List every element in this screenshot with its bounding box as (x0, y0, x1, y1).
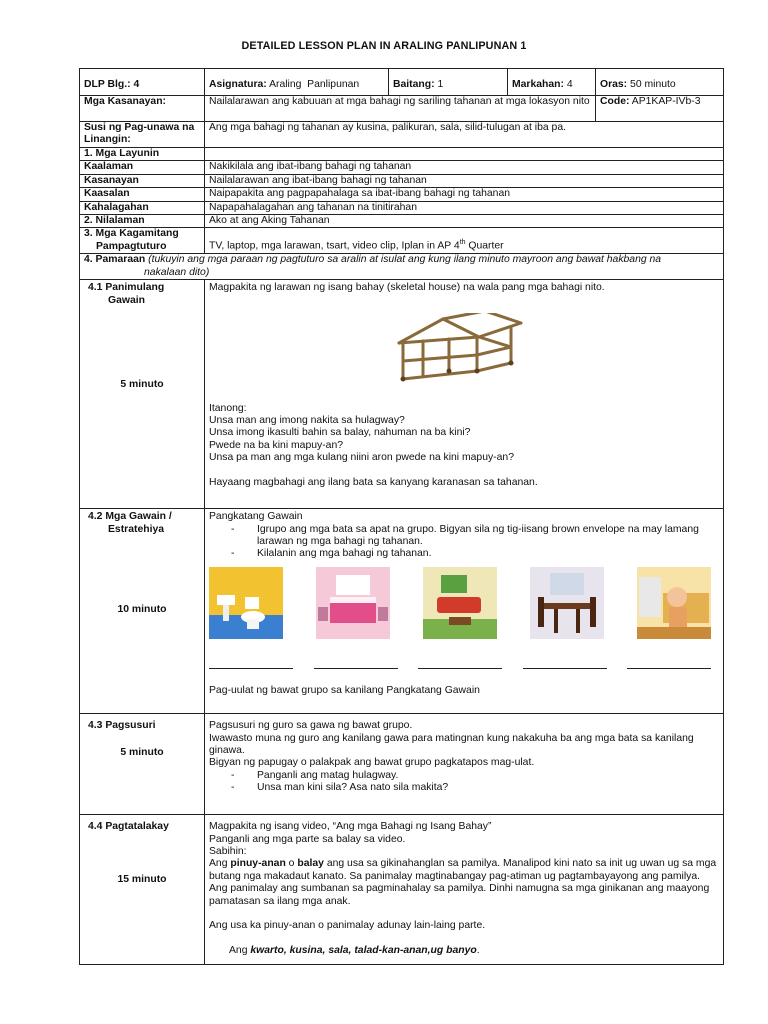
bedroom-image (316, 567, 390, 639)
s41-intro: Magpakita ng larawan ng isang bahay (skeletal house) na wala pang mga bahagi nito. (209, 282, 605, 294)
lesson-plan-table (79, 68, 724, 965)
s42-heading: Pangkatang Gawain (209, 511, 303, 523)
kagamitan-row (80, 228, 724, 254)
answer-blank (523, 667, 607, 669)
code-value: AP1KAP-IVb-3 (631, 96, 701, 107)
baitang-value: 1 (437, 79, 444, 90)
kaalaman-value: Nakikilala ang ibat-ibang bahagi ng tahanan (205, 161, 724, 174)
s43-time: 5 minuto (120, 746, 164, 758)
s43-label: 4.3 Pagsusuri (88, 720, 156, 732)
s44-line-2: Panganli ang mga parte sa balay sa video. (209, 833, 406, 845)
s43-line-1: Pagsusuri ng guro sa gawa ng bawat grupo. (209, 720, 413, 732)
s41-itanong: Itanong: (209, 402, 247, 414)
kasanayan-value: Nailalarawan ang kabuuan at mga bahagi ng sariling tahanan at mga lokasyon nito (205, 96, 596, 122)
layunin-row (80, 174, 724, 187)
s41-time: 5 minuto (120, 379, 164, 391)
layunin-row (80, 188, 724, 201)
kagamitan-label-2: Pampagtuturo (96, 240, 167, 252)
answer-blank (209, 667, 293, 669)
kasanayan-row (80, 96, 724, 122)
pamaraan-label: 4. Pamaraan (84, 254, 146, 266)
s42-bullet-1: - Igrupo ang mga bata sa apat na grupo. Bigyan sila ng tig-iisang brown envelope na may lamang larawan ng mga bahagi ng tahanan. (231, 524, 719, 549)
answer-blank (418, 667, 502, 669)
s44-p-pinuy-anan: pinuy-anan (230, 858, 286, 870)
s43-line-3: Bigyan ng papugay o palakpak ang bawat grupo pagkatapos mag-ulat. (209, 757, 535, 769)
answer-blank (627, 667, 711, 669)
kasanayan-obj-value: Nailalarawan ang ibat-ibang bahagi ng tahanan (205, 174, 724, 187)
kaasalan-value: Naipapakita ang pagpapahalaga sa ibat-ibang bahagi ng tahanan (205, 188, 724, 201)
section-4-4-row (80, 815, 724, 965)
s41-question-2: Unsa imong ikasulti bahin sa balay, nahuman na ba kini? (209, 427, 471, 439)
s44-line-1: Magpakita ng isang video, “Ang mga Bahagi ng Isang Bahay” (209, 821, 492, 833)
markahan-label: Markahan: (512, 79, 564, 90)
s42-time: 10 minuto (117, 604, 167, 616)
pamaraan-row (80, 254, 724, 280)
kagamitan-sup: th (459, 239, 466, 247)
s44-p-rest: ang usa sa gikinahanglan sa pamilya. Manalipod kini nato sa init ug uwan ug sa mga butang nga makadaut kanato. Sa panimalay magtinabangay pag-atiman ug pagtambayayong ang pamilya. Ang panimalay ang sumbanan sa pagminahalay sa pamilya. Dinhi namugna sa mga ginikanan ang maayong pamatasan sa ilang mga anak. (209, 858, 717, 907)
answer-blanks (209, 667, 719, 669)
section-4-3-row (80, 714, 724, 815)
markahan-value: 4 (566, 79, 573, 90)
susi-row (80, 122, 724, 148)
s44-p-ang: Ang (209, 858, 231, 870)
s42-bullet-2: - Kilalanin ang mga bahagi ng tahanan. (231, 548, 719, 560)
baitang-label: Baitang: (393, 79, 435, 90)
s44-paragraph (209, 858, 719, 908)
bathroom-image (209, 567, 283, 639)
s41-label-2: Gawain (108, 294, 145, 306)
kasanayan-obj-label: Kasanayan (80, 174, 205, 187)
s44-line-5 (209, 945, 719, 957)
living-room-image (423, 567, 497, 639)
section-4-1-row (80, 280, 724, 509)
kitchen-image (637, 567, 711, 639)
layunin-row (80, 161, 724, 174)
kahalagahan-value: Napapahalagahan ang tahanan na tinitirahan (205, 201, 724, 214)
layunin-heading-row (80, 148, 724, 161)
s43-line-2: Iwawasto muna ng guro ang kanilang gawa para matingnan kung nakakuha ba ang mga bata sa kanilang ginawa. (209, 732, 694, 757)
s42-report: Pag-uulat ng bawat grupo sa kanilang Pangkatang Gawain (209, 684, 480, 696)
layunin-row (80, 201, 724, 214)
oras-value: 50 minuto (630, 79, 676, 90)
s43-bullet-1: - Panganli ang matag hulagway. (231, 770, 719, 782)
s41-label-1: 4.1 Panimulang (88, 282, 165, 294)
s43-bullet-2: - Unsa man kini sila? Asa nato sila makita? (231, 782, 719, 794)
kaasalan-label: Kaasalan (80, 188, 205, 201)
dlp-label: DLP Blg.: (84, 79, 131, 90)
kahalagahan-label: Kahalagahan (80, 201, 205, 214)
kagamitan-value: TV, laptop, mga larawan, tsart, video clip, Iplan in AP 4 (209, 240, 460, 252)
s44-p-balay: balay (297, 858, 324, 870)
asignatura-label: Asignatura: (209, 79, 267, 90)
kaalaman-label: Kaalaman (80, 161, 205, 174)
nilalaman-value: Ako at ang Aking Tahanan (205, 215, 724, 228)
s42-label-1: 4.2 Mga Gawain / (88, 511, 172, 523)
header-row (80, 69, 724, 96)
oras-label: Oras: (600, 79, 628, 90)
dining-room-image (530, 567, 604, 639)
pamaraan-note-2: nakalaan dito) (144, 266, 210, 278)
asignatura-value: Araling Panlipunan (269, 79, 360, 90)
s41-closing: Hayaang magbahagi ang ilang bata sa kanyang karanasan sa tahanan. (209, 476, 538, 488)
s41-question-3: Pwede na ba kini mapuy-an? (209, 439, 344, 451)
layunin-heading: 1. Mga Layunin (80, 148, 205, 161)
skeletal-house-image (209, 313, 719, 391)
kagamitan-label-1: 3. Mga Kagamitang (84, 228, 179, 240)
s44-label: 4.4 Pagtatalakay (88, 821, 169, 833)
document-title: DETAILED LESSON PLAN IN ARALING PANLIPUNAN 1 (241, 40, 527, 52)
s44-p-o: o (285, 858, 298, 870)
code-label: Code: (600, 96, 630, 107)
susi-value: Ang mga bahagi ng tahanan ay kusina, palikuran, sala, silid-tulugan at iba pa. (205, 122, 724, 148)
susi-label: Susi ng Pag-unawa na Linangin: (80, 122, 205, 148)
dlp-value: 4 (133, 79, 140, 90)
s44-l5-parts: kwarto, kusina, sala, talad-kan-anan,ug banyo (250, 944, 477, 956)
s44-time: 15 minuto (117, 873, 167, 885)
pamaraan-note: (tukuyin ang mga paraan ng pagtuturo sa aralin at isulat ang kung ilang minuto mayroon ang bawat hakbang na (148, 254, 662, 266)
nilalaman-row (80, 215, 724, 228)
s44-l5-end: . (476, 944, 480, 956)
kagamitan-value-end: Quarter (465, 240, 504, 252)
s44-line-3: Sabihin: (209, 846, 247, 858)
answer-blank (314, 667, 398, 669)
s44-l5-ang: Ang (229, 944, 251, 956)
section-4-2-row (80, 509, 724, 714)
s41-question-1: Unsa man ang imong nakita sa hulagway? (209, 415, 405, 427)
s41-question-4: Unsa pa man ang mga kulang niini aron pwede na kini mapuy-an? (209, 452, 514, 464)
kasanayan-label: Mga Kasanayan: (80, 96, 205, 122)
nilalaman-label: 2. Nilalaman (80, 215, 205, 228)
house-parts-images (209, 567, 719, 639)
s44-line-4: Ang usa ka pinuy-anan o panimalay adunay lain-laing parte. (209, 920, 486, 932)
s42-label-2: Estratehiya (108, 523, 165, 535)
